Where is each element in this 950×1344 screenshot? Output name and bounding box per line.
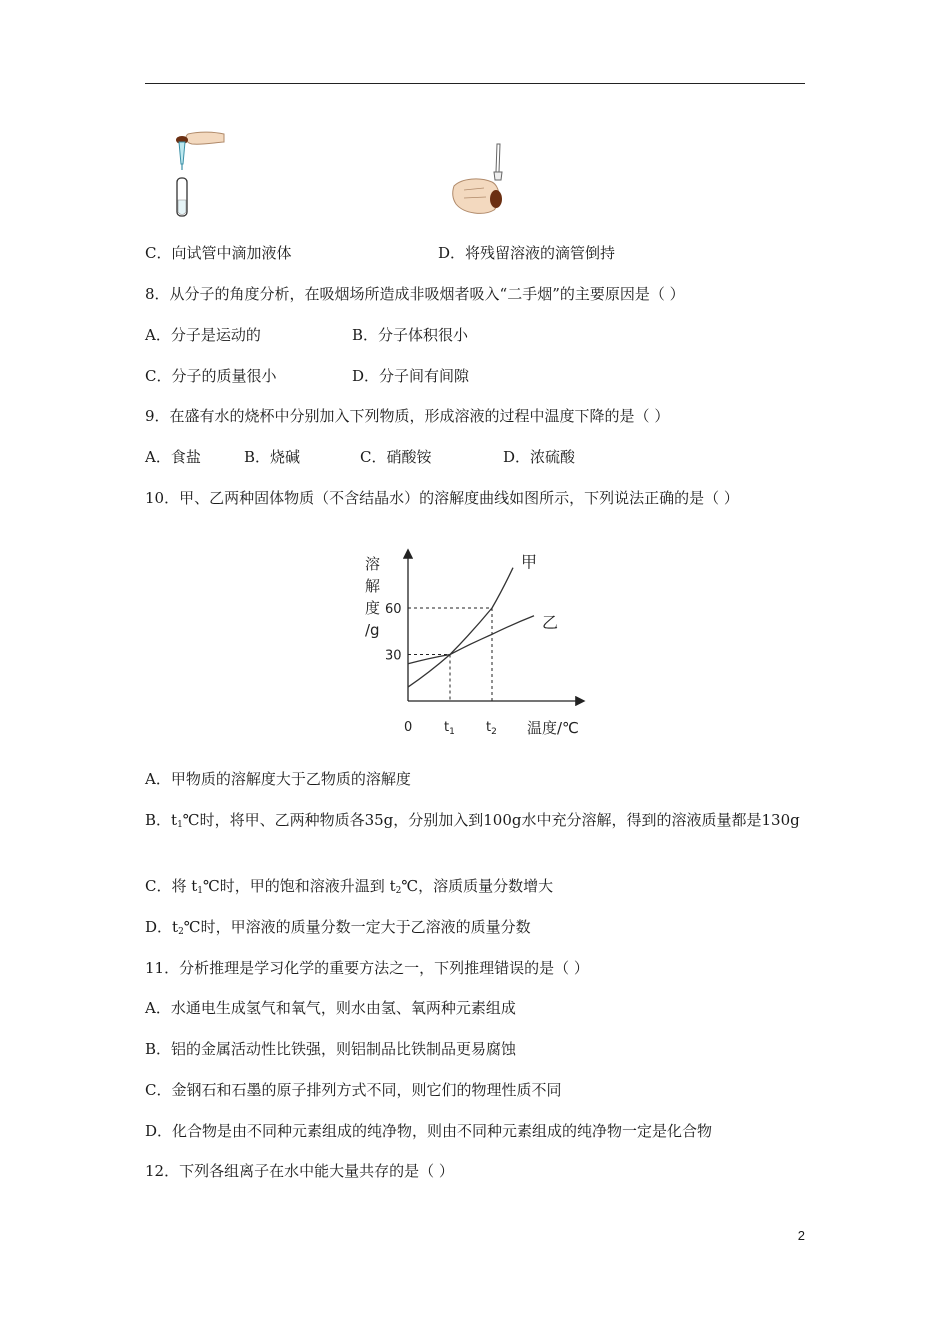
- figure-dropper-adding-liquid: [160, 128, 230, 220]
- q7-option-d: D．将残留溶液的滴管倒持: [438, 244, 616, 262]
- q8-stem: 8．从分子的角度分析，在吸烟场所造成非吸烟者吸入“二手烟”的主要原因是（ ）: [145, 285, 685, 303]
- q8-option-b: B．分子体积很小: [352, 326, 469, 344]
- header-rule: [145, 83, 805, 84]
- q9-option-d: D．浓硫酸: [503, 448, 576, 466]
- x-axis-label: 温度/℃: [527, 719, 579, 737]
- figure-dropper-inverted: [450, 142, 510, 220]
- q7-option-c: C．向试管中滴加液体: [145, 244, 292, 262]
- q9-option-a: A．食盐: [145, 448, 201, 466]
- series-jia-label: 甲: [521, 552, 538, 572]
- q11-option-c: C．金钢石和石墨的原子排列方式不同，则它们的物理性质不同: [145, 1081, 562, 1099]
- page-number: 2: [797, 1228, 805, 1243]
- y-axis-label-char: 度: [365, 599, 381, 617]
- q8-option-c: C．分子的质量很小: [145, 367, 277, 385]
- y-axis-label-char: 解: [365, 577, 381, 595]
- y-axis-label-char: 溶: [365, 555, 381, 573]
- y-tick-label: 60: [385, 602, 402, 617]
- q10-option-b: B．$t_1℃$时，将甲、乙两种物质各35g，分别加入到100g水中充分溶解，得到的溶液质量都是130g: [145, 811, 800, 830]
- origin-label: 0: [404, 720, 413, 735]
- series-jia-curve: [408, 568, 513, 687]
- q11-stem: 11．分析推理是学习化学的重要方法之一，下列推理错误的是（ ）: [145, 959, 589, 977]
- q9-option-b: B．烧碱: [244, 448, 301, 466]
- q11-option-a: A．水通电生成氢气和氧气，则水由氢、氧两种元素组成: [145, 999, 516, 1017]
- x-tick-label: $t_1$: [444, 720, 455, 737]
- q8-option-a: A．分子是运动的: [145, 326, 261, 344]
- x-tick-label: $t_2$: [486, 720, 497, 737]
- q8-option-d: D．分子间有间隙: [352, 367, 470, 385]
- q9-stem: 9．在盛有水的烧杯中分别加入下列物质，形成溶液的过程中温度下降的是（ ）: [145, 407, 670, 425]
- q9-option-c: C．硝酸铵: [360, 448, 432, 466]
- q11-option-b: B．铝的金属活动性比铁强，则铝制品比铁制品更易腐蚀: [145, 1040, 517, 1058]
- hand-icon: [186, 132, 224, 144]
- q10-stem: 10．甲、乙两种固体物质（不含结晶水）的溶解度曲线如图所示，下列说法正确的是（ ）: [145, 489, 739, 507]
- q10-option-a: A．甲物质的溶解度大于乙物质的溶解度: [145, 770, 411, 788]
- q10-option-d: D．$t_2℃$时，甲溶液的质量分数一定大于乙溶液的质量分数: [145, 918, 531, 937]
- series-yi-label: 乙: [542, 612, 559, 632]
- y-tick-label: 30: [385, 648, 402, 664]
- solubility-chart: [355, 545, 595, 740]
- y-axis-label-char: /g: [365, 621, 380, 639]
- q12-stem: 12．下列各组离子在水中能大量共存的是（ ）: [145, 1162, 454, 1180]
- q10-option-c: C．将 $t_1℃$时，甲的饱和溶液升温到 $t_2℃$，溶质质量分数增大: [145, 877, 554, 896]
- series-yi-curve: [408, 616, 534, 664]
- q11-option-d: D．化合物是由不同种元素组成的纯净物，则由不同种元素组成的纯净物一定是化合物: [145, 1122, 713, 1140]
